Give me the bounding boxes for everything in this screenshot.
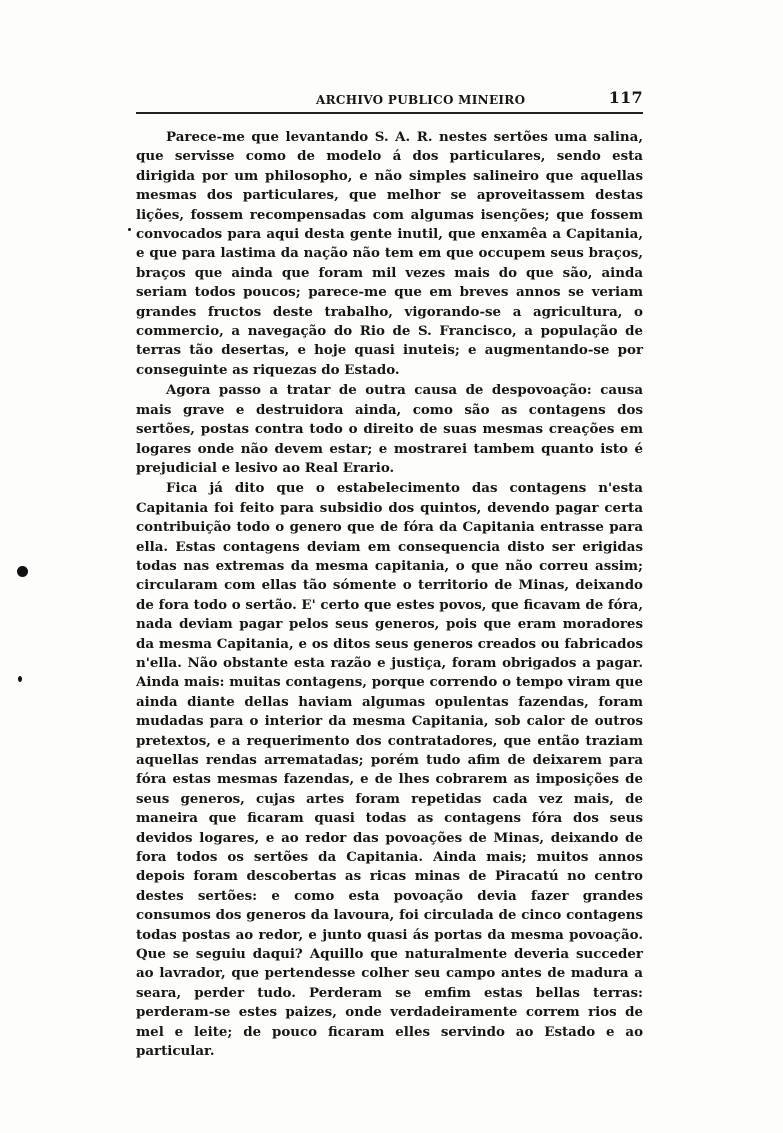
paragraph-contagens: Fica já dito que o estabelecimento das contagens n'esta Capitania foi feito para subsidio dos quintos, devendo pagar certa contribuição todo o genero que de fóra da Capitania entrasse para ella. Estas contagens deviam em consequencia disto ser erigidas todas nas extremas da mesma capitania, o que não correu assim; circularam com ellas tão sómente o territorio de Minas, deixando de fora todo o sertão. E' certo que estes povos, que ficavam de fóra, nada deviam pagar pelos seus generos, pois que eram moradores da mesma Capitania, e os ditos seus generos creados ou fabricados n'ella. Não obstante esta razão e justiça, foram obrigados a pagar. Ainda mais: muitas contagens, porque correndo o tempo viram que ainda diante dellas haviam algumas opulentas fazendas, foram mudadas para o interior da mesma Capitania, sob calor de outros pretextos, e a requerimento dos contratadores, que então traziam aquellas rendas arrematadas; porém tudo afim de deixarem para fóra estas mesmas fazendas, e de lhes cobrarem as imposições de seus generos, cujas artes foram repetidas cada vez mais, de maneira que ficaram quasi todas as contagens fóra dos seus devidos logares, e ao redor das povoações de Minas, deixando de fora todos os sertões da Capitania. Ainda mais; muitos annos depois foram descobertas as ricas minas de Piracatú no centro destes sertões: e como esta povoação devia fazer grandes consumos dos generos da lavoura, foi circulada de cinco contagens todas postas ao redor, e junto quasi ás portas da mesma povoação. Que se seguiu daqui? Aquillo que naturalmente deveria succeder ao lavrador, que pertendesse colher seu campo antes de madura a seara, perder tudo. Perderam se emfim estas bellas terras: perderam-se estes paizes, onde verdadeiramente correm rios de mel e leite; de pouco ficaram elles servindo ao Estado e ao particular. xyxy=(136,480,643,1060)
document-page xyxy=(136,88,643,1062)
paragraph-despovoacao: Agora passo a tratar de outra causa de despovoação: causa mais grave e destruidora ainda, como são as contagens dos sertões, postas contra todo o direito de suas mesmas creações em logares onde não devem estar; e mostrarei tambem quanto isto é prejudicial e lesivo ao Real Erario. xyxy=(136,382,643,476)
running-header xyxy=(136,88,643,110)
ink-speck xyxy=(128,228,131,231)
body-text xyxy=(136,128,643,1062)
ink-speck xyxy=(18,676,22,682)
page-number: 117 xyxy=(608,88,643,107)
paragraph-salina: Parece-me que levantando S. A. R. nestes sertões uma salina, que servisse como de modelo á dos particulares, sendo esta dirigida por um philosopho, e não simples salineiro que aquellas mesmas dos particulares, que melhor se aproveitassem destas lições, fossem recompensadas com algumas isenções; que fossem convocados para aqui desta gente inutil, que enxamêa a Capitania, e que para lastima da nação não tem em que occupem seus braços, braços que ainda que foram mil vezes mais do que são, ainda seriam todos poucos; parece-me que em breves annos se veriam grandes fructos deste trabalho, vigorando-se a agricultura, o commercio, a navegação do Rio de S. Francisco, a população de terras tão desertas, e hoje quasi inuteis; e augmentando-se por conseguinte as riquezas do Estado. xyxy=(136,129,643,378)
journal-title: ARCHIVO PUBLICO MINEIRO xyxy=(316,93,526,107)
header-rule xyxy=(136,112,643,114)
ink-speck xyxy=(17,566,28,577)
